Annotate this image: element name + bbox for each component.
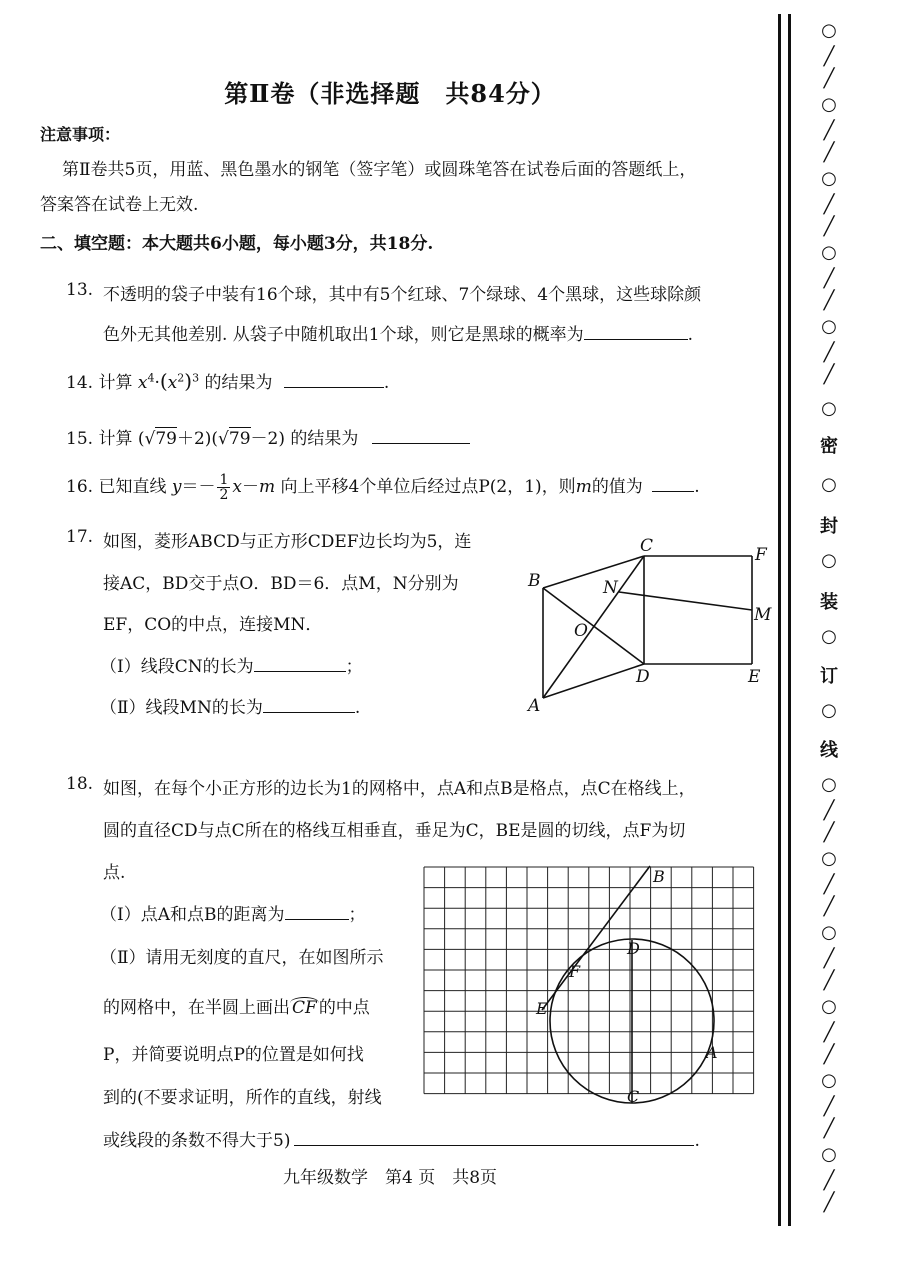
margin-circle-icon: ○: [821, 996, 837, 1017]
q16-end: .: [694, 477, 700, 497]
q16-var: m: [575, 477, 592, 497]
q18-line-3: 点.: [103, 863, 126, 883]
q17-part-2-end: .: [354, 698, 361, 718]
margin-circle-icon: ○: [821, 316, 837, 337]
margin-circle-icon: ○: [821, 922, 837, 943]
q17-figure: [520, 530, 780, 715]
q15-number: 15.: [66, 429, 94, 449]
q17-label-D: D: [636, 667, 650, 687]
q14-number: 14.: [66, 373, 94, 393]
q16-mid: 向上平移4个单位后经过点: [280, 477, 479, 497]
q16-answer-blank[interactable]: [652, 475, 694, 492]
q18-part-2c: P，并简要说明点P的位置是如何找: [103, 1045, 364, 1065]
section-title: 二、填空题：本大题共6小题，每小题3分，共18分.: [40, 234, 434, 254]
q13-end: .: [687, 325, 694, 345]
margin-circle-icon: ○: [821, 774, 837, 795]
binding-margin: [812, 20, 846, 1230]
q18-part-2e: [103, 1126, 700, 1151]
margin-slash-icon: ╱: [823, 822, 835, 843]
q18-arc-cf: CF: [292, 998, 317, 1018]
margin-slash-icon: ╱: [823, 290, 835, 311]
q17-part-1-text: （Ⅰ）线段CN的长为: [100, 657, 254, 677]
q14-expression: $x^4\cdot(x^2)^3$: [137, 369, 200, 393]
q13-number: 13.: [66, 280, 94, 300]
q18-label-B: B: [653, 867, 665, 886]
q17-seg-BD: [543, 588, 644, 664]
q13-line-2: [103, 320, 693, 345]
q16-post: ，则: [541, 477, 576, 497]
q14-pre: 计算: [98, 373, 133, 393]
q17-label-N: N: [603, 578, 618, 598]
margin-circle-icon: ○: [821, 474, 837, 495]
margin-slash-icon: ╱: [823, 1170, 835, 1191]
q18-part-2b-text: 的网格中，在半圆上画出: [103, 998, 290, 1018]
q18-end: .: [694, 1131, 700, 1151]
q17-part-2: [100, 693, 360, 718]
margin-circle-icon: ○: [821, 626, 837, 647]
margin-slash-icon: ╱: [823, 342, 835, 363]
margin-slash-icon: ╱: [823, 364, 835, 385]
q18-part-1: [100, 900, 366, 925]
q18-part-2a: （Ⅱ）请用无刻度的直尺，在如图所示: [100, 948, 384, 968]
notice-line-1: 第Ⅱ卷共5页，用蓝、黑色墨水的钢笔（签字笔）或圆珠笔答在试卷后面的答题纸上，: [62, 160, 697, 180]
q18-number: 18.: [66, 774, 94, 794]
q18-label-E: E: [536, 999, 548, 1018]
margin-slash-icon: ╱: [823, 1192, 835, 1213]
margin-slash-icon: ╱: [823, 874, 835, 895]
q17-seg-AD: [543, 664, 644, 698]
q16-pre: 已知直线: [98, 477, 167, 497]
q17-label-B: B: [528, 571, 541, 591]
q18-label-A: A: [706, 1043, 718, 1062]
q16-post2: 的值为: [591, 477, 643, 497]
q15-expression: (√79＋2)(√79－2): [137, 429, 285, 449]
margin-circle-icon: ○: [821, 1070, 837, 1091]
margin-circle-icon: ○: [821, 700, 837, 721]
margin-slash-icon: ╱: [823, 1118, 835, 1139]
q15-answer-blank[interactable]: [372, 427, 470, 444]
q17-part-1-end: ；: [345, 657, 363, 677]
margin-slash-icon: ╱: [823, 948, 835, 969]
margin-circle-icon: ○: [821, 20, 837, 41]
q17-line-2: 接AC，BD交于点O．BD＝6．点M，N分别为: [103, 574, 459, 594]
margin-char-ding: 订: [820, 666, 838, 687]
q16-number: 16.: [66, 477, 94, 497]
q18-part-1-text: （Ⅰ）点A和点B的距离为: [100, 905, 285, 925]
q17-part-2-text: （Ⅱ）线段MN的长为: [100, 698, 263, 718]
q17-label-M: M: [754, 605, 772, 625]
q17-part-1: [100, 652, 363, 677]
q17-part-2-blank[interactable]: [263, 696, 355, 713]
margin-slash-icon: ╱: [823, 896, 835, 917]
q15-post: 的结果为: [290, 429, 359, 449]
q18-label-F: F: [569, 962, 581, 981]
q18-part-2e-text: 或线段的条数不得大于5): [103, 1131, 291, 1151]
margin-slash-icon: ╱: [823, 216, 835, 237]
margin-circle-icon: ○: [821, 550, 837, 571]
q16-point: P(2，1): [478, 477, 542, 497]
page-footer: 九年级数学 第4 页 共8页: [282, 1168, 498, 1188]
q18-part-2d: 到的(不要求证明，所作的直线，射线: [103, 1088, 382, 1108]
q13-line-2-text: 色外无其他差别. 从袋子中随机取出1个球，则它是黑球的概率为: [103, 325, 584, 345]
q17-label-O: O: [574, 621, 588, 641]
margin-circle-icon: ○: [821, 398, 837, 419]
q17-number: 17.: [66, 527, 94, 547]
q14-answer-blank[interactable]: [284, 371, 384, 388]
q17-label-E: E: [748, 667, 761, 687]
margin-circle-icon: ○: [821, 168, 837, 189]
q14-end: .: [383, 373, 390, 393]
q18-figure: [420, 860, 772, 1110]
q17-label-F: F: [755, 545, 767, 565]
margin-circle-icon: ○: [821, 94, 837, 115]
q17-label-C: C: [640, 536, 654, 556]
q18-line-1: 如图，在每个小正方形的边长为1的网格中，点A和点B是格点，点C在格线上，: [103, 779, 696, 799]
q15-pre: 计算: [98, 429, 133, 449]
margin-char-feng: 封: [820, 516, 838, 537]
q13-answer-blank[interactable]: [584, 323, 688, 340]
q18-part-2b-end: 的中点: [318, 998, 370, 1018]
margin-circle-icon: ○: [821, 1144, 837, 1165]
q17-part-1-blank[interactable]: [254, 655, 346, 672]
q14: [66, 368, 389, 393]
margin-slash-icon: ╱: [823, 194, 835, 215]
margin-slash-icon: ╱: [823, 68, 835, 89]
margin-circle-icon: ○: [821, 848, 837, 869]
q17-seg-NM: [619, 592, 752, 610]
q15: [66, 424, 470, 449]
margin-char-xian: 线: [820, 740, 838, 761]
q18-part-2b: [103, 993, 370, 1018]
margin-slash-icon: ╱: [823, 1044, 835, 1065]
margin-slash-icon: ╱: [823, 970, 835, 991]
q17-label-A: A: [528, 696, 541, 715]
notice-label: 注意事项：: [40, 125, 121, 144]
q13-line-1: 不透明的袋子中装有16个球，其中有5个红球、7个绿球、4个黑球，这些球除颜: [103, 285, 702, 305]
q17-line-3: EF，CO的中点，连接MN．: [103, 615, 323, 635]
q17-line-1: 如图，菱形ABCD与正方形CDEF边长均为5，连: [103, 532, 472, 552]
margin-slash-icon: ╱: [823, 800, 835, 821]
margin-slash-icon: ╱: [823, 120, 835, 141]
binding-line-inner: [788, 14, 791, 1226]
page-title: 第Ⅱ卷（非选择题 共84分）: [224, 79, 556, 108]
q16-equation: y＝－ $\frac{1}{2}$ x－m: [171, 472, 276, 503]
margin-slash-icon: ╱: [823, 46, 835, 67]
q16: [66, 472, 700, 502]
q18-label-C: C: [627, 1087, 640, 1106]
q18-part-1-end: ；: [348, 905, 366, 925]
q18-line-2: 圆的直径CD与点C所在的格线互相垂直，垂足为C，BE是圆的切线，点F为切: [103, 821, 686, 841]
margin-char-mi: 密: [820, 436, 838, 457]
margin-slash-icon: ╱: [823, 142, 835, 163]
margin-slash-icon: ╱: [823, 1096, 835, 1117]
q18-answer-blank[interactable]: [294, 1129, 694, 1146]
margin-slash-icon: ╱: [823, 1022, 835, 1043]
q17-seg-BC: [543, 556, 644, 588]
margin-char-zhuang: 装: [820, 592, 838, 613]
margin-slash-icon: ╱: [823, 268, 835, 289]
notice-line-2: 答案答在试卷上无效.: [40, 195, 199, 215]
margin-circle-icon: ○: [821, 242, 837, 263]
q18-part-1-blank[interactable]: [285, 903, 349, 920]
binding-line-outer: [778, 14, 781, 1226]
q14-post: 的结果为: [204, 373, 273, 393]
q18-label-D: D: [627, 939, 640, 958]
